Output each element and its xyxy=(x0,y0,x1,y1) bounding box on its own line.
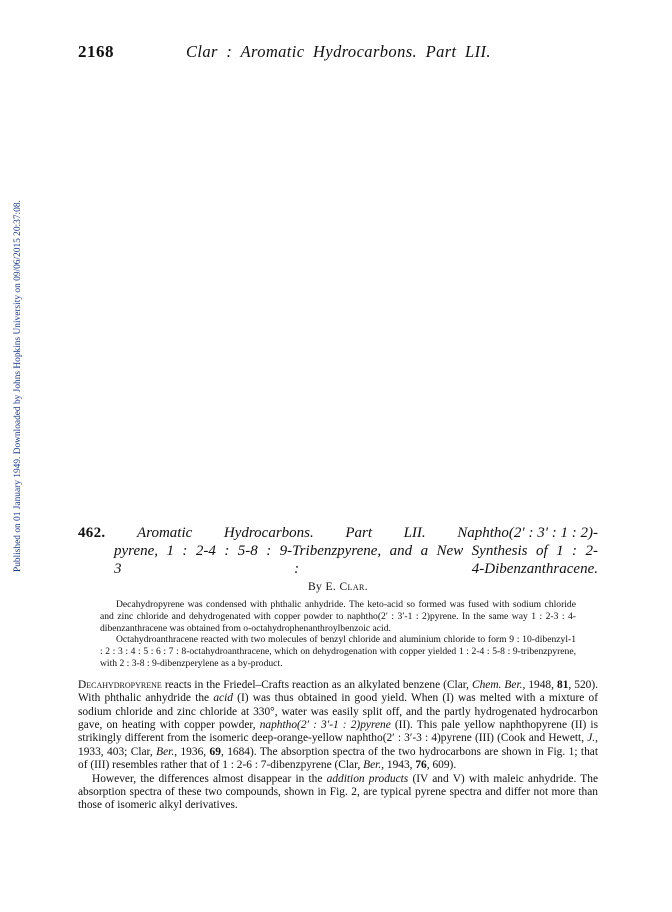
journal-ref: Ber. xyxy=(363,759,382,772)
text-run: reacts in the Friedel–Crafts reaction as an alkylated benzene (Clar, xyxy=(161,678,472,691)
title-word: Part xyxy=(345,525,372,541)
article xyxy=(78,524,598,813)
abstract-paragraph: Decahydropyrene was condensed with phthalic anhydride. The keto-acid so formed was fused with sodium chloride and zinc chloride and dehydrogenated with copper powder to naphtho(2′ : 3′-1 : 2)pyrene. In the same way 1 : 2-3 : 4-dibenzanthracene was obtained from o-octahydrophenanthroylbenzoic acid. xyxy=(100,599,576,634)
volume-number: 81 xyxy=(557,678,569,691)
running-title: Clar : Aromatic Hydrocarbons. Part LII. xyxy=(186,42,491,61)
compound-name: naphtho(2′ : 3′-1 : 2)pyrene xyxy=(259,719,391,731)
body-paragraph xyxy=(78,679,598,773)
text-run: , 520). With phthalic anhydride the xyxy=(78,678,598,705)
volume-number: 69 xyxy=(209,745,221,758)
emphasis: addition products xyxy=(326,772,409,785)
title-word: Hydrocarbons. xyxy=(223,525,314,541)
text-run: , 1936, xyxy=(174,745,210,758)
text-run: , 1684). The absorption spectra of the two hydrocarbons are shown in Fig. 1; that of (III) resembles rather that of 1 : 2-6 : 7-dibenzpyrene (Clar, xyxy=(78,745,599,772)
journal-ref: Ber. xyxy=(156,745,175,758)
journal-ref: Chem. Ber. xyxy=(471,678,523,691)
title-line-3: 3 : 4-Dibenzanthracene. xyxy=(114,561,598,577)
journal-ref: J. xyxy=(587,732,596,745)
volume-number: 76 xyxy=(415,759,427,772)
text-run: (IV and V) with maleic anhydride. The absorption spectra of these two compounds, shown in Fig. 2, are typical pyrene spectra and differ not more than those of isomeric alkyl derivatives. xyxy=(78,772,599,812)
text-run: , 1948, xyxy=(522,678,557,691)
article-heading xyxy=(78,524,598,578)
text-run: , 1933, 403; Clar, xyxy=(78,732,598,758)
emphasis: acid xyxy=(213,692,233,705)
author-name: E. Clar. xyxy=(325,581,369,593)
title-word: LII. xyxy=(403,525,426,541)
page-number: 2168 xyxy=(78,42,114,61)
text-run: However, the differences almost disappear in the xyxy=(92,772,327,785)
text-run: (II). This pale yellow naphthopyrene (II) is strikingly different from the isomeric deep-orange-yellow naphtho(2′ : 3′-3 : 4)pyrene (III) (Cook and Hewett, xyxy=(78,719,598,745)
text-run: (I) was thus obtained in good yield. When (I) was melted with a mixture of sodium chloride and zinc chloride at 330°, water was easily split off, and the partly hydrogenated hydrocarbon gave, on heating with copper powder, xyxy=(78,692,598,731)
page-header xyxy=(78,42,598,66)
text-run: , 1943, xyxy=(381,759,416,772)
abstract xyxy=(100,599,576,670)
title-word: Aromatic xyxy=(137,525,193,541)
title-line-1 xyxy=(78,524,598,542)
article-number: 462. xyxy=(78,525,106,541)
byline xyxy=(78,581,598,593)
download-watermark: Published on 01 January 1949. Downloaded by Johns Hopkins University on 09/06/2015 20:37:08. xyxy=(13,200,23,572)
abstract-paragraph: Octahydroanthracene reacted with two molecules of benzyl chloride and aluminium chloride to form 9 : 10-dibenzyl-1 : 2 : 3 : 4 : 5 : 6 : 7 : 8-octahydroanthracene, which on dehydrogenation with copper yielded 1 : 2-4 : 5-8 : 9-tribenzpyrene, with 2 : 3-8 : 9-dibenzperylene as a by-product. xyxy=(100,634,576,669)
text-run: , 609). xyxy=(426,759,457,772)
body-paragraph xyxy=(78,773,598,813)
title-line-2: pyrene, 1 : 2-4 : 5-8 : 9-Tribenzpyrene, and a New Synthesis of 1 : 2- xyxy=(114,543,598,559)
title-word: Naphtho(2′ : 3′ : 1 : 2)- xyxy=(457,525,598,541)
lead-word: Decahydropyrene xyxy=(78,678,162,691)
byline-prefix: By xyxy=(307,581,323,593)
body-text xyxy=(78,679,598,813)
